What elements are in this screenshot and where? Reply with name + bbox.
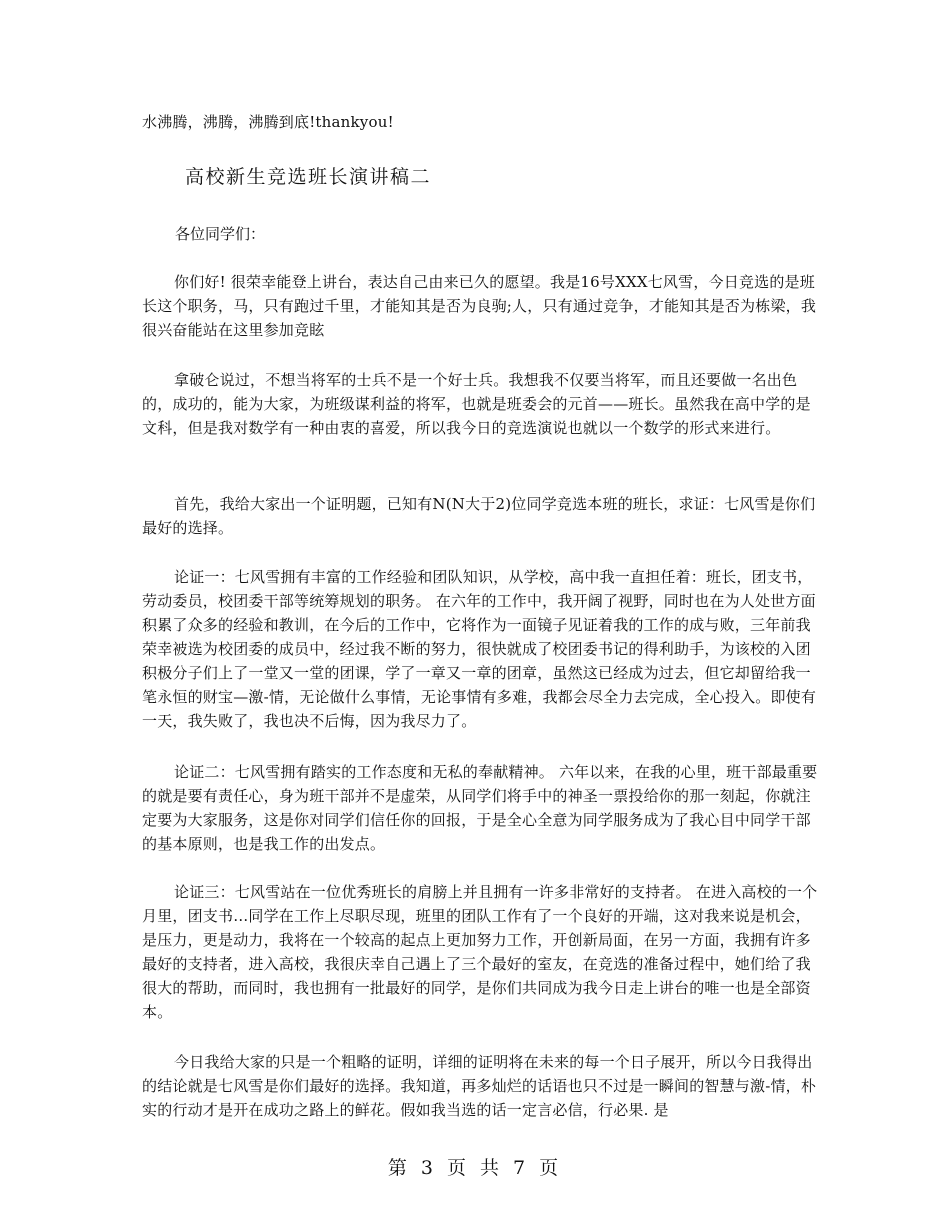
paragraph-argument-two: 论证二：七风雪拥有踏实的工作态度和无私的奉献精神。 六年以来，在我的心里，班干部最重要的就是要有责任心，身为班干部并不是虚荣，从同学们将手中的神圣一票投给你的那一刻起，你就注定要为大家服务，这是你对同学们信任你的回报，于是全心全意为同学服务成为了我心目中同学干部的基本原则，也是我工作的出发点。 <box>142 763 818 853</box>
speech-title: 高校新生竞选班长演讲稿二 <box>185 166 432 188</box>
paragraph-argument-one: 论证一：七风雪拥有丰富的工作经验和团队知识，从学校，高中我一直担任着：班长，团支书，劳动委员，校团委干部等统筹规划的职务。 在六年的工作中，我开阔了视野，同时也在为人处世方面积累了众多的经验和教训，在今后的工作中，它将作为一面镜子见证着我的工作的成与败，三年前我荣幸被选为校团委的成员中，经过我不断的努力，很快就成了校团委书记的得利助手，为该校的入团积极分子们上了一堂又一堂的团课，学了一章又一章的团章，虽然这已经成为过去，但它却留给我一笔永恒的财宝—激-情，无论做什么事情，无论事情有多难，我都会尽全力去完成，全心投入。即使有一天，我失败了，我也决不后悔，因为我尽力了。 <box>142 568 817 730</box>
continuation-line: 水沸腾，沸腾，沸腾到底!thankyou! <box>142 113 394 131</box>
salutation: 各位同学们： <box>175 225 266 243</box>
paragraph-argument-three: 论证三：七风雪站在一位优秀班长的肩膀上并且拥有一许多非常好的支持者。 在进入高校的一个月里，团支书…同学在工作上尽职尽现，班里的团队工作有了一个良好的开端，这对我来说是机会，是压力，更是动力，我将在一个较高的起点上更加努力工作，开创新局面，在另一方面，我拥有许多最好的支持者，进入高校，我很庆幸自己遇上了三个最好的室友，在竞选的准备过程中，她们给了我很大的帮助，而同时，我也拥有一批最好的同学，是你们共同成为我今日走上讲台的唯一也是全部资本。 <box>142 883 818 1021</box>
paragraph-greeting: 你们好! 很荣幸能登上讲台，表达自己由来已久的愿望。我是16号XXX七风雪，今日竞选的是班长这个职务，马，只有跑过千里，才能知其是否为良驹;人，只有通过竞争，才能知其是否为栋梁，我很兴奋能站在这里参加竞眩 <box>142 273 817 339</box>
paragraph-proof-question: 首先，我给大家出一个证明题，已知有N(N大于2)位同学竞选本班的班长，求证：七风雪是你们最好的选择。 <box>142 495 816 537</box>
paragraph-conclusion: 今日我给大家的只是一个粗略的证明，详细的证明将在未来的每一个日子展开，所以今日我得出的结论就是七风雪是你们最好的选择。我知道，再多灿烂的话语也只不过是一瞬间的智慧与激-情，朴实的行动才是开在成功之路上的鲜花。假如我当选的话一定言必信，行必果. 是 <box>142 1053 817 1119</box>
paragraph-napoleon: 拿破仑说过，不想当将军的士兵不是一个好士兵。我想我不仅要当将军，而且还要做一名出色的，成功的，能为大家，为班级谋利益的将军，也就是班委会的元首——班长。虽然我在高中学的是文科，但是我对数学有一种由衷的喜爱，所以我今日的竞选演说也就以一个数学的形式来进行。 <box>142 371 811 437</box>
page-number-footer: 第 3 页 共 7 页 <box>387 1157 563 1179</box>
